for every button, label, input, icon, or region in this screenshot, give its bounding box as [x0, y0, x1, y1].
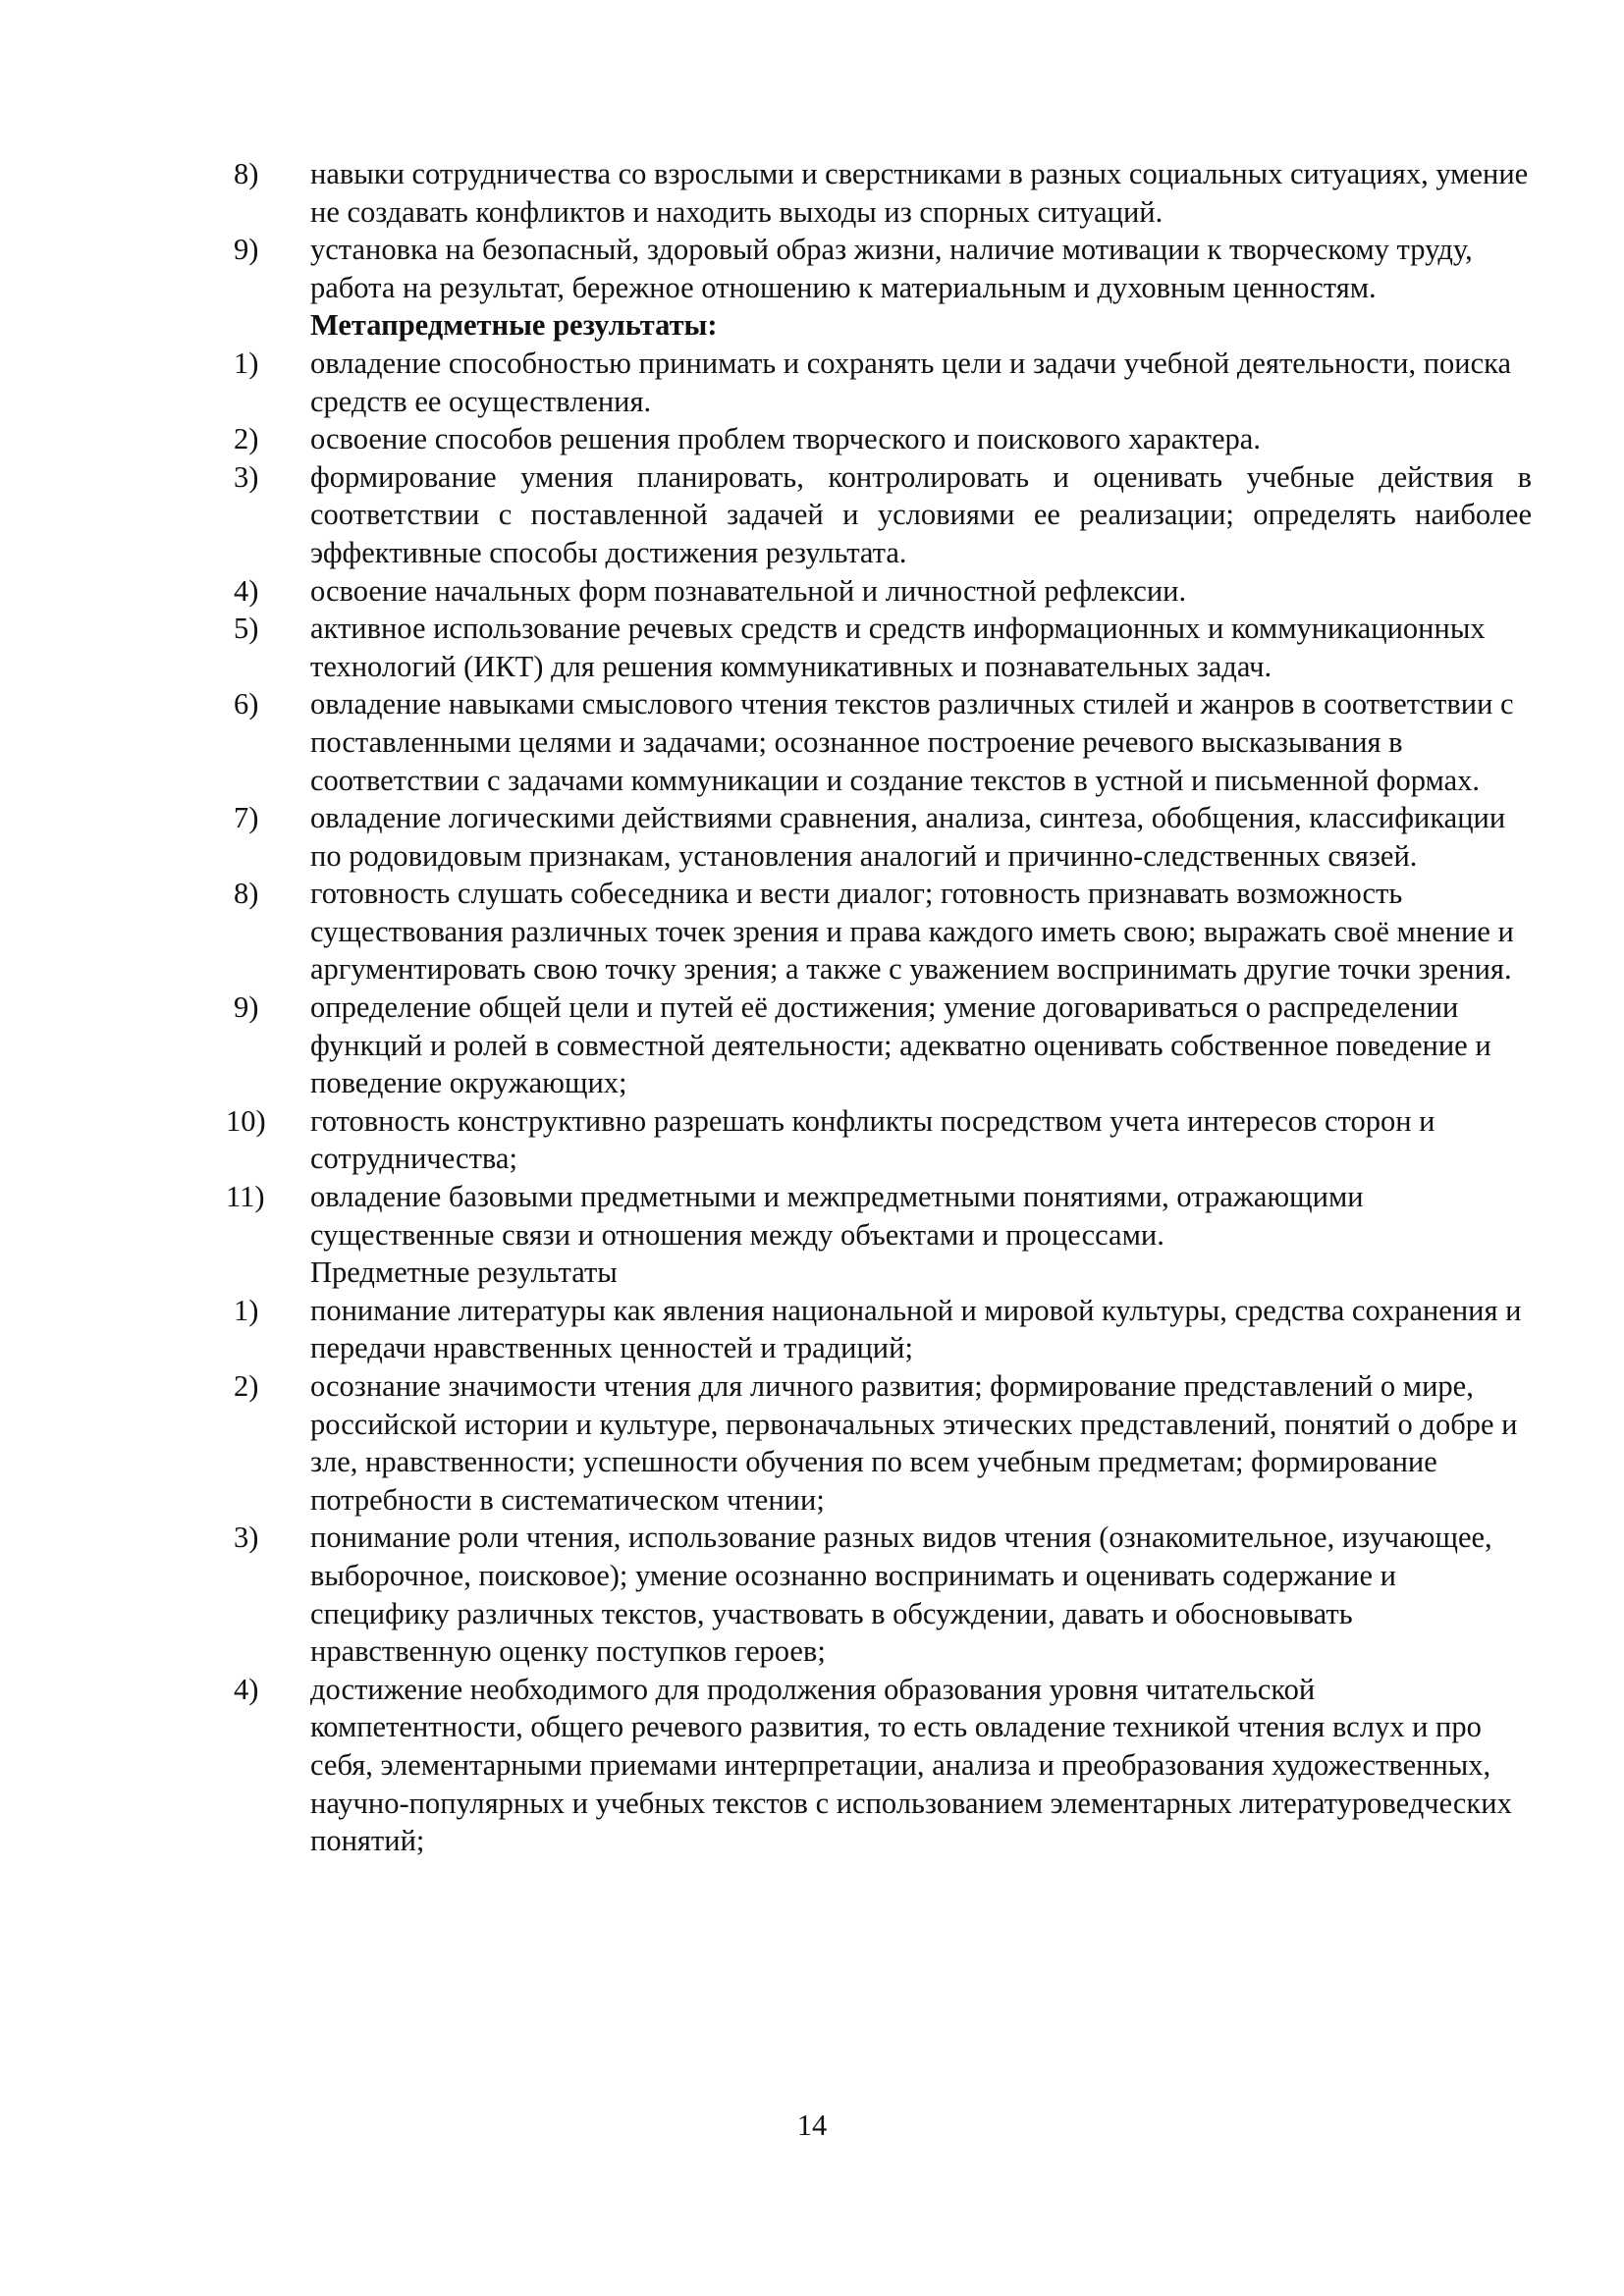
- section-heading-meta: Метапредметные результаты:: [310, 308, 718, 343]
- item-text: осознание значимости чтения для личного развития; формирование представлений о мире, российской истории и культуре, первоначальных этических представлений, понятий о добре и зле, нравственности; успешности обучения по всем учебным предметам; формирование потребности в систематическом чтении;: [310, 1369, 1518, 1517]
- item-number: 8): [234, 157, 259, 190]
- item-text: готовность конструктивно разрешать конфликты посредством учета интересов сторон и сотрудничества;: [310, 1103, 1435, 1176]
- item-text: формирование умения планировать, контролировать и оценивать учебные действия в соответствии с поставленной задачей и условиями ее реализации; определять наиболее эффективные способы достижения результата.: [310, 459, 1532, 569]
- item-number: 1): [234, 1293, 259, 1327]
- list-item: [226, 1519, 1532, 1670]
- item-text: достижение необходимого для продолжения образования уровня читательской компетентности, общего речевого развития, то есть овладение техникой чтения вслух и про себя, элементарными приемами интерпретации, анализа и преобразования художественных, научно-популярных и учебных текстов с использованием элементарных литературоведческих понятий;: [310, 1672, 1512, 1858]
- list-item: [226, 1367, 1532, 1519]
- item-text: понимание роли чтения, использование разных видов чтения (ознакомительное, изучающее, выборочное, поисковое); умение осознанно воспринимать и оценивать содержание и специфику различных текстов, участвовать в обсуждении, давать и обосновывать нравственную оценку поступков героев;: [310, 1521, 1492, 1669]
- list-item: [226, 572, 1532, 611]
- item-number: 7): [234, 801, 259, 835]
- item-number: 9): [234, 990, 259, 1025]
- item-number: 8): [234, 877, 259, 911]
- item-text: установка на безопасный, здоровый образ жизни, наличие мотивации к творческому труду, работа на результат, бережное отношению к материальным и духовным ценностям.: [310, 233, 1473, 304]
- list-item: [226, 988, 1532, 1102]
- item-text: навыки сотрудничества со взрослыми и сверстниками в разных социальных ситуациях, умение не создавать конфликтов и находить выходы из спорных ситуаций.: [310, 157, 1529, 229]
- list-item: [226, 420, 1532, 458]
- item-number: 1): [234, 346, 259, 380]
- item-text: освоение начальных форм познавательной и личностной рефлексии.: [310, 573, 1187, 608]
- item-number: 10): [226, 1103, 266, 1138]
- list-item: [226, 1671, 1532, 1860]
- list-item: [226, 685, 1532, 799]
- item-number: 3): [234, 1521, 259, 1555]
- item-text: активное использование речевых средств и средств информационных и коммуникационных технологий (ИКТ) для решения коммуникативных и познавательных задач.: [310, 612, 1486, 683]
- list-item: [226, 155, 1532, 231]
- list-item: [226, 1292, 1532, 1367]
- item-text: овладение логическими действиями сравнения, анализа, синтеза, обобщения, классификации по родовидовым признакам, установления аналогий и причинно-следственных связей.: [310, 801, 1506, 873]
- list-item: [226, 610, 1532, 685]
- item-number: 9): [234, 233, 259, 267]
- item-number: 11): [226, 1180, 265, 1214]
- list-item: [226, 231, 1532, 306]
- item-number: 2): [234, 1369, 259, 1403]
- item-number: 6): [234, 687, 259, 721]
- item-text: овладение базовыми предметными и межпредметными понятиями, отражающими существенные связи и отношения между объектами и процессами.: [310, 1180, 1364, 1252]
- item-text: овладение навыками смыслового чтения текстов различных стилей и жанров в соответствии с поставленными целями и задачами; осознанное построение речевого высказывания в соответствии с задачами коммуникации и создание текстов в устной и письменной формах.: [310, 687, 1514, 797]
- item-number: 2): [234, 422, 259, 456]
- item-number: 3): [234, 459, 259, 494]
- list-item: [226, 1102, 1532, 1178]
- item-number: 4): [234, 1672, 259, 1706]
- item-number: 5): [234, 612, 259, 646]
- item-text: определение общей цели и путей её достижения; умение договариваться о распределении функций и ролей в совместной деятельности; адекватно оценивать собственное поведение и поведение окружающих;: [310, 990, 1491, 1100]
- list-item: [226, 875, 1532, 988]
- list-item: [226, 799, 1532, 875]
- item-text: готовность слушать собеседника и вести диалог; готовность признавать возможность существования различных точек зрения и права каждого иметь свою; выражать своё мнение и аргументировать свою точку зрения; а также с уважением воспринимать другие точки зрения.: [310, 877, 1514, 987]
- item-text: освоение способов решения проблем творческого и поискового характера.: [310, 422, 1261, 456]
- list-item: [226, 1178, 1532, 1254]
- item-number: 4): [234, 573, 259, 608]
- page-content: [226, 155, 1532, 1860]
- list-item: [226, 345, 1532, 420]
- page-number: 14: [796, 2109, 828, 2142]
- section-heading-subject: Предметные результаты: [310, 1255, 618, 1290]
- item-text: понимание литературы как явления национальной и мировой культуры, средства сохранения и передачи нравственных ценностей и традиций;: [310, 1293, 1522, 1365]
- item-text: овладение способностью принимать и сохранять цели и задачи учебной деятельности, поиска средств ее осуществления.: [310, 346, 1512, 418]
- list-item: [226, 458, 1532, 572]
